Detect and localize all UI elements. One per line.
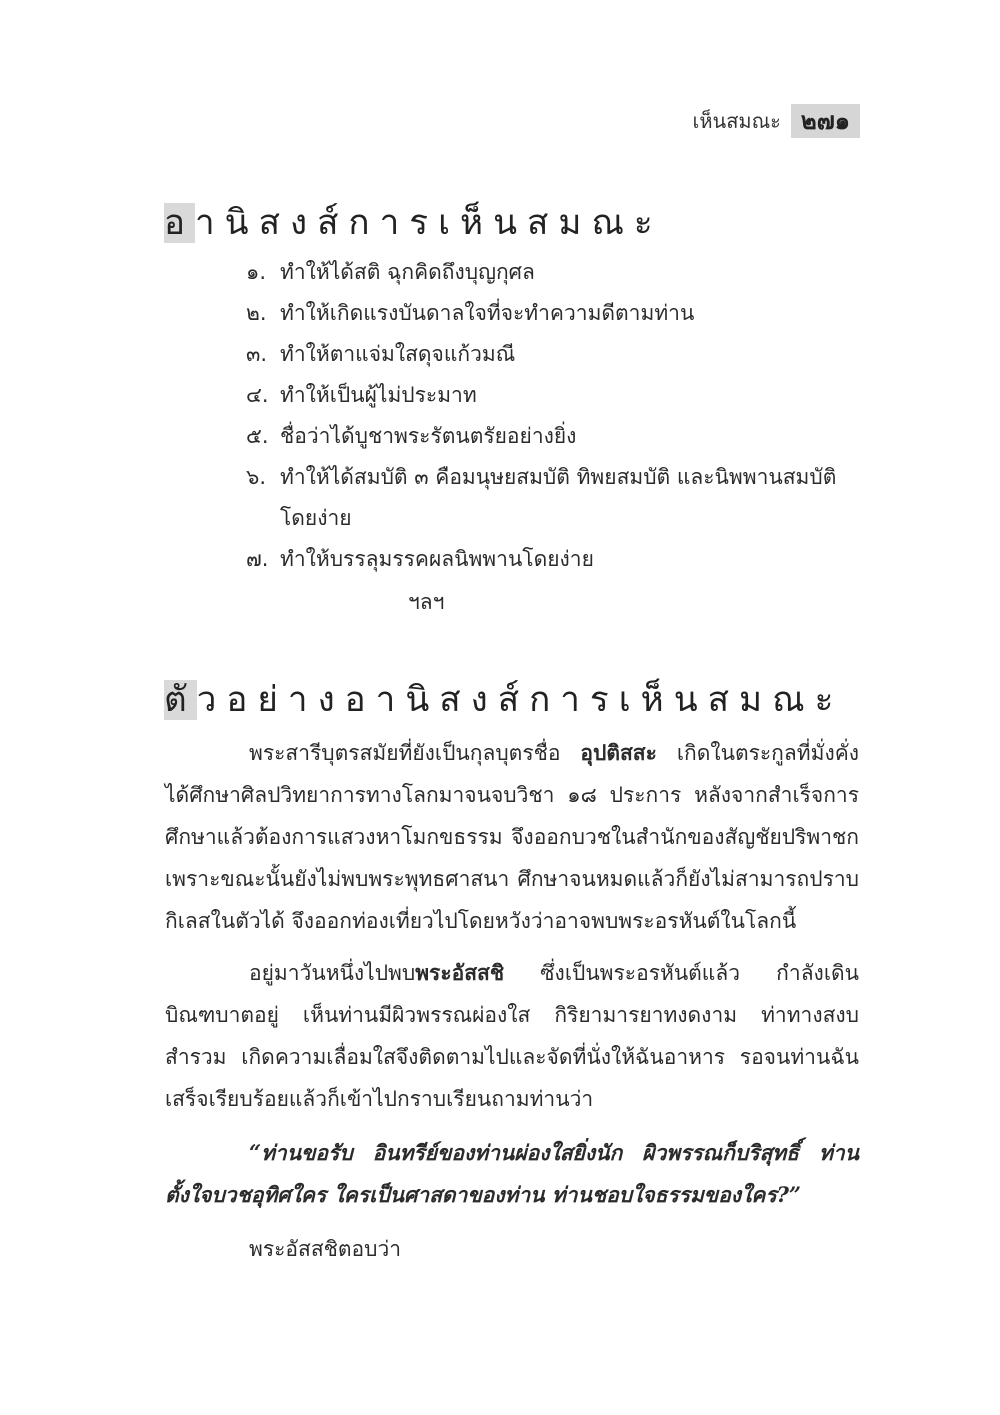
title-highlight-letter: อ xyxy=(164,203,196,243)
item-number: ๖. xyxy=(246,465,267,489)
item-text: ทำให้บรรลุมรรคผลนิพพานโดยง่าย xyxy=(280,547,594,571)
list-item xyxy=(246,375,866,416)
item-number: ๒. xyxy=(246,301,267,325)
list-item xyxy=(246,252,866,293)
etcetera-mark: ฯลฯ xyxy=(408,590,445,614)
item-text: ทำให้ตาแจ่มใสดุจแก้วมณี xyxy=(280,342,516,366)
item-text: ทำให้เกิดแรงบันดาลใจที่จะทำความดีตามท่าน xyxy=(280,301,695,325)
item-number: ๔. xyxy=(246,383,269,407)
section-title-example xyxy=(164,672,843,727)
item-number: ๑. xyxy=(246,260,267,284)
paragraph-text: อยู่มาวันหนึ่งไปพบ xyxy=(249,961,416,985)
person-name: พระอัสสชิ xyxy=(415,961,505,985)
list-item xyxy=(246,416,866,457)
running-header xyxy=(693,104,861,138)
paragraph-text: เกิดในตระกูลที่มั่งคั่ง ได้ศึกษาศิลปวิทยาการทางโลกมาจนจบวิชา ๑๘ ประการ หลังจากสำเร็จการศึกษาแล้วต้องการแสวงหาโมกขธรรม จึงออกบวชในสำนักของสัญชัยปริพาชก เพราะขณะนั้นยังไม่พบพระพุทธศาสนา ศึกษาจนหมดแล้วก็ยังไม่สามารถปราบกิเลสในตัวได้ จึงออกท่องเที่ยวไปโดยหวังว่าอาจพบพระอรหันต์ในโลกนี้ xyxy=(165,741,859,933)
item-number: ๕. xyxy=(246,424,269,448)
list-item xyxy=(246,293,866,334)
item-text: ชื่อว่าได้บูชาพระรัตนตรัยอย่างยิ่ง xyxy=(280,424,577,448)
title-highlight-letter: ตั xyxy=(164,680,197,720)
section-title-benefits xyxy=(164,195,663,250)
paragraph-4: พระอัสสชิตอบว่า xyxy=(249,1237,402,1261)
paragraph-text: ซึ่งเป็นพระอรหันต์แล้ว กำลังเดินบิณฑบาตอยู่ เห็นท่านมีผิวพรรณผ่องใส กิริยามารยาทงดงาม ท่าทางสงบสำรวม เกิดความเลื่อมใสจึงติดตามไปและจัดที่นั่งให้ฉันอาหาร รอจนท่านฉันเสร็จเรียบร้อยแล้วก็เข้าไปกราบเรียนถามท่านว่า xyxy=(165,961,859,1111)
chapter-title: เห็นสมณะ xyxy=(692,109,781,133)
list-item xyxy=(246,539,866,580)
title-text: วอย่างอานิสงส์การเห็นสมณะ xyxy=(196,680,844,720)
benefits-list xyxy=(246,252,866,580)
paragraph-2 xyxy=(165,952,859,1120)
item-number: ๓. xyxy=(246,342,268,366)
person-name: อุปติสสะ xyxy=(580,741,657,765)
title-text: านิสงส์การเห็นสมณะ xyxy=(195,203,663,243)
item-text: ทำให้ได้สติ ฉุกคิดถึงบุญกุศล xyxy=(280,260,535,284)
list-item xyxy=(246,457,866,539)
list-item xyxy=(246,334,866,375)
page-number: ๒๗๑ xyxy=(791,104,860,138)
item-number: ๗. xyxy=(246,547,269,571)
item-text: ทำให้เป็นผู้ไม่ประมาท xyxy=(280,383,477,407)
paragraph-text: พระสารีบุตรสมัยที่ยังเป็นกุลบุตรชื่อ xyxy=(249,741,581,765)
paragraph-1 xyxy=(165,732,859,942)
quote-paragraph: “ท่านขอรับ อินทรีย์ของท่านผ่องใสยิ่งนัก ผิวพรรณก็บริสุทธิ์ ท่านตั้งใจบวชอุทิศใคร ใครเป็นศาสดาของท่าน ท่านชอบใจธรรมของใคร?” xyxy=(165,1140,859,1207)
item-text: ทำให้ได้สมบัติ ๓ คือมนุษยสมบัติ ทิพยสมบัติ และนิพพานสมบัติ โดยง่าย xyxy=(280,465,837,530)
